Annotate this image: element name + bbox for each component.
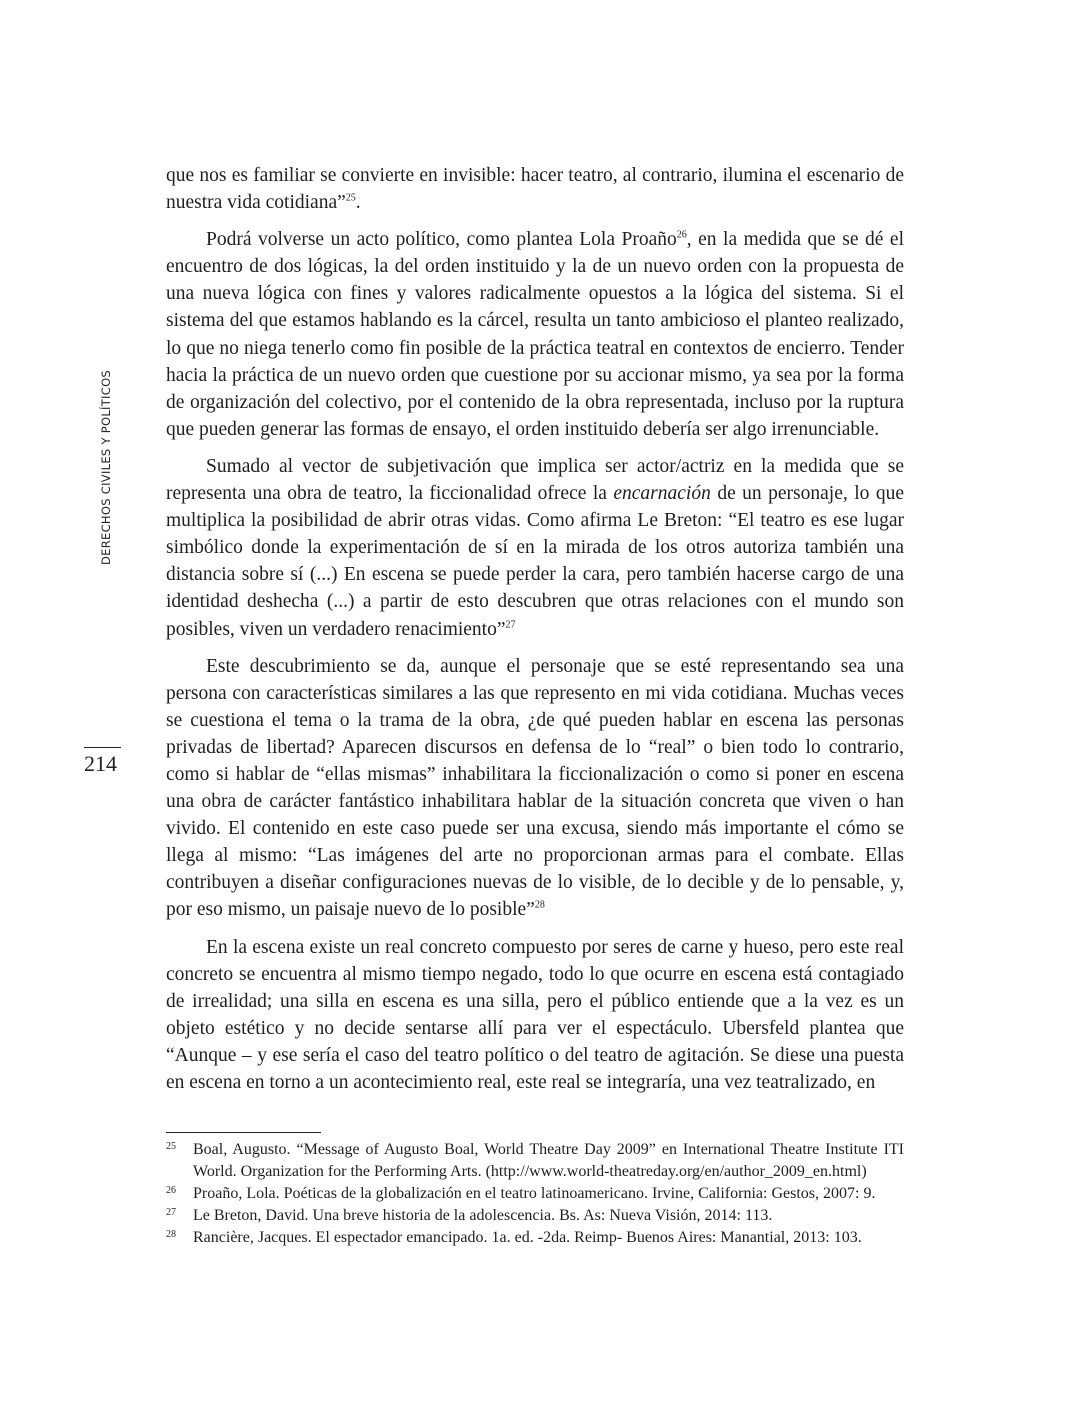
footnote (166, 1183, 904, 1205)
footnote (166, 1139, 904, 1183)
body-paragraph (166, 453, 904, 643)
paragraph-text: Este descubrimiento se da, aunque el personaje que se esté representando sea una persona con características similares a las que represento en mi vida cotidiana. Muchas veces se cuestiona el tema o la trama de la obra, ¿de qué pueden hablar en escena las personas privadas de libertad? Aparecen discursos en defensa de lo “real” o bien todo lo contrario, como si hablar de “ellas mismas” inhabilitara la ficcionalización o como si poner en escena una obra de carácter fantástico inhabilitara hablar de la situación concreta que viven o han vivido. El contenido en este caso puede ser una excusa, siendo más importante el cómo se llega al mismo: “Las imágenes del arte no proporcionan armas para el combate. Ellas contribuyen a diseñar configuraciones nuevas de lo visible, de lo decible y de lo pensable, y, por eso mismo, un paisaje nuevo de lo posible” (166, 655, 904, 921)
footnote-text: Rancière, Jacques. El espectador emancipado. 1a. ed. -2da. Reimp- Buenos Aires: Manantial, 2013: 103. (193, 1229, 862, 1246)
emphasis-text: encarnación (613, 483, 711, 505)
paragraph-text: de un personaje, lo que multiplica la posibilidad de abrir otras vidas. Como afirma Le Breton: “El teatro es ese lugar simbólico donde la experimentación de sí en la mirada de los otros autoriza también una distancia sobre sí (...) En escena se puede perder la cara, pero también hacerse cargo de una identidad deshecha (...) a partir de esto descubren que otras relaciones con el mundo son posibles, viven un verdadero renacimiento” (166, 483, 904, 640)
page-number: 214 (84, 751, 117, 776)
footnote-reference: 25 (345, 192, 356, 204)
footnote-reference: 28 (534, 899, 545, 911)
paragraph-text: . (355, 192, 361, 214)
body-text (166, 162, 904, 1106)
footnote-number: 27 (166, 1207, 176, 1218)
paragraph-text: que nos es familiar se convierte en invisible: hacer teatro, al contrario, ilumina el escenario de nuestra vida cotidiana” (166, 165, 904, 214)
footnote-reference: 26 (676, 229, 687, 241)
footnote-number: 28 (166, 1229, 176, 1240)
running-header-text: DERECHOS CIVILES Y POLÍTICOS (99, 369, 113, 565)
footnote-number: 25 (166, 1141, 176, 1152)
paragraph-text: Sumado al vector de subjetivación que implica ser actor/actriz en la medida que se representa una obra de teatro, la ficcionalidad ofrece la (166, 455, 904, 505)
paragraph-text: , en la medida que se dé el encuentro de dos lógicas, la del orden instituido y la de un nuevo orden con la propuesta de una nueva lógica con fines y valores radicalmente opuestos a la lógica del sistema. Si el sistema del que estamos hablando es la cárcel, resulta un tanto ambicioso el planteo realizado, lo que no niega tenerlo como fin posible de la práctica teatral en contextos de encierro. Tender hacia la práctica de un nuevo orden que cuestione por su accionar mismo, ya sea por la forma de organización del colectivo, por el contenido de la obra representada, incluso por la ruptura que pueden generar las formas de ensayo, el orden instituido debería ser algo irrenunciable. (166, 229, 904, 440)
footnote-text: Boal, Augusto. “Message of Augusto Boal, World Theatre Day 2009” en International Theatre Institute ITI World. Organization for the Performing Arts. (http://www.world-theatreday.org/en/author_2009_en.html) (193, 1141, 904, 1180)
footnotes (166, 1139, 904, 1249)
body-paragraph (166, 162, 904, 216)
running-header (99, 365, 113, 565)
body-paragraph (166, 653, 904, 924)
footnote-text: Le Breton, David. Una breve historia de la adolescencia. Bs. As: Nueva Visión, 2014: 113. (193, 1207, 773, 1224)
footnote-text: Proaño, Lola. Poéticas de la globalización en el teatro latinoamericano. Irvine, California: Gestos, 2007: 9. (193, 1185, 876, 1202)
paragraph-text: En la escena existe un real concreto compuesto por seres de carne y hueso, pero este real concreto se encuentra al mismo tiempo negado, todo lo que ocurre en escena está contagiado de irrealidad; una silla en escena es una silla, pero el público entiende que a la vez es un objeto estético y no decide sentarse allí para ver el espectáculo. Ubersfeld plantea que “Aunque – y ese sería el caso del teatro político o del teatro de agitación. Se diese una puesta en escena en torno a un acontecimiento real, este real se integraría, una vez teatralizado, en (166, 936, 904, 1093)
footnote-reference: 27 (505, 619, 516, 630)
footnote (166, 1205, 904, 1227)
footnote-number: 26 (166, 1185, 176, 1196)
paragraph-text: Podrá volverse un acto político, como plantea Lola Proaño (206, 229, 677, 251)
body-paragraph (166, 226, 904, 443)
page-number-rule (84, 747, 121, 748)
footnote (166, 1227, 904, 1249)
body-paragraph (166, 934, 904, 1097)
footnote-separator (166, 1132, 321, 1133)
